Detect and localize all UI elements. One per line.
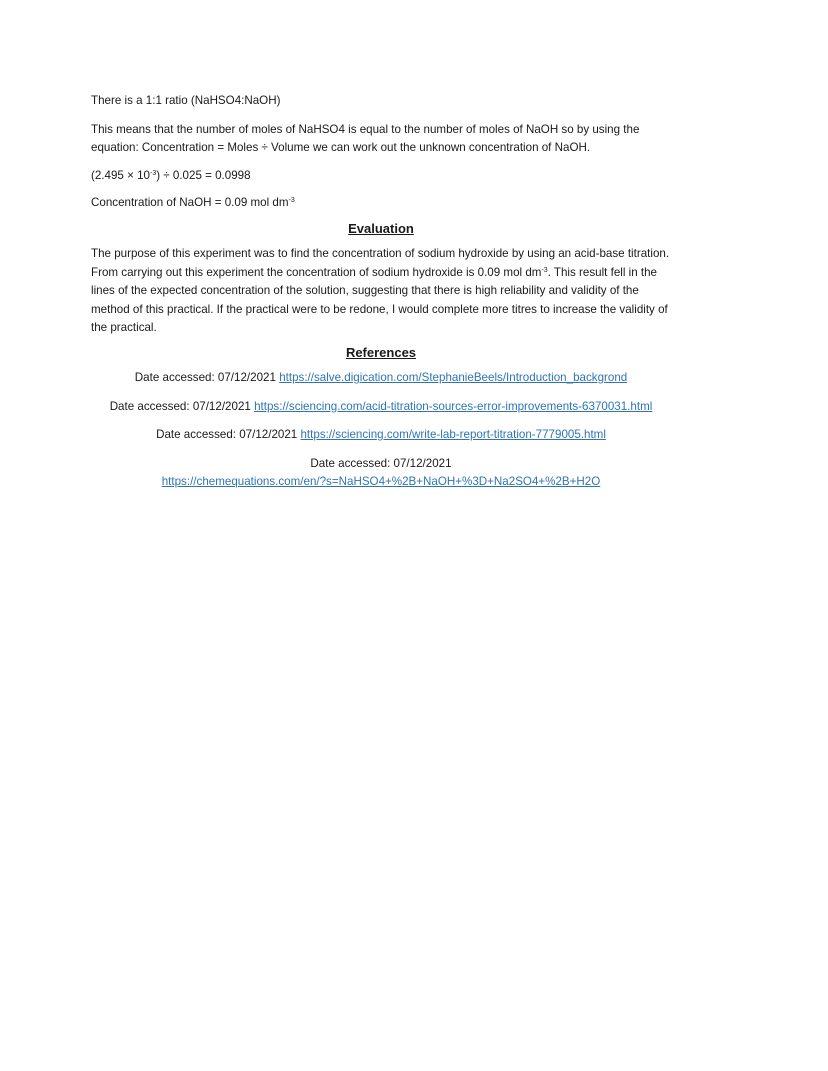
calculation-exponent: -3 [149,169,157,177]
reference-link[interactable]: https://sciencing.com/write-lab-report-titration-7779005.html [300,428,606,442]
evaluation-paragraph [91,245,671,338]
reference-date: Date accessed: 07/12/2021 [310,456,452,470]
references-list [91,369,671,492]
concentration-exponent: -3 [288,197,295,205]
reference-item [91,426,671,445]
calculation-suffix: ) ÷ 0.025 = 0.0998 [156,168,251,182]
evaluation-exponent: -3 [541,266,548,274]
reference-link[interactable]: https://salve.digication.com/StephanieBeels/Introduction_backgrond [279,370,628,384]
reference-date: Date accessed: 07/12/2021 [134,370,276,384]
reference-item [91,455,671,492]
evaluation-heading: Evaluation [348,220,414,236]
calculation-prefix: (2.495 × 10 [91,168,150,182]
evaluation-text-part2: . This result fell in the lines of the expected concentration of the solution, suggesting that there is high reliability and validity of the method of this practical. If the practical were to be redone, I would complete more titres to increase the validity of the practical. [91,265,668,335]
reference-item [91,369,671,388]
reference-item [91,398,671,417]
reference-link[interactable]: https://sciencing.com/acid-titration-sources-error-improvements-6370031.html [254,399,653,413]
ratio-statement: There is a 1:1 ratio (NaHSO4:NaOH) [91,94,281,107]
concentration-result [91,194,671,213]
reference-date: Date accessed: 07/12/2021 [109,399,251,413]
calculation-line [91,167,671,186]
document-page [91,92,671,502]
reference-link[interactable]: https://chemequations.com/en/?s=NaHSO4+%2B+NaOH+%3D+Na2SO4+%2B+H2O [161,475,601,489]
moles-explanation: This means that the number of moles of NaHSO4 is equal to the number of moles of NaOH so by using the equation: Concentration = Moles ÷ Volume we can work out the unknown concentration of NaOH. [91,122,640,155]
reference-date: Date accessed: 07/12/2021 [156,428,298,442]
references-heading: References [345,344,417,360]
evaluation-text-part1: The purpose of this experiment was to find the concentration of sodium hydroxide by using an acid-base titration. From carrying out this experiment the concentration of sodium hydroxide is 0.09 mol dm [91,246,670,279]
concentration-prefix: Concentration of NaOH = 0.09 mol dm [91,196,289,210]
